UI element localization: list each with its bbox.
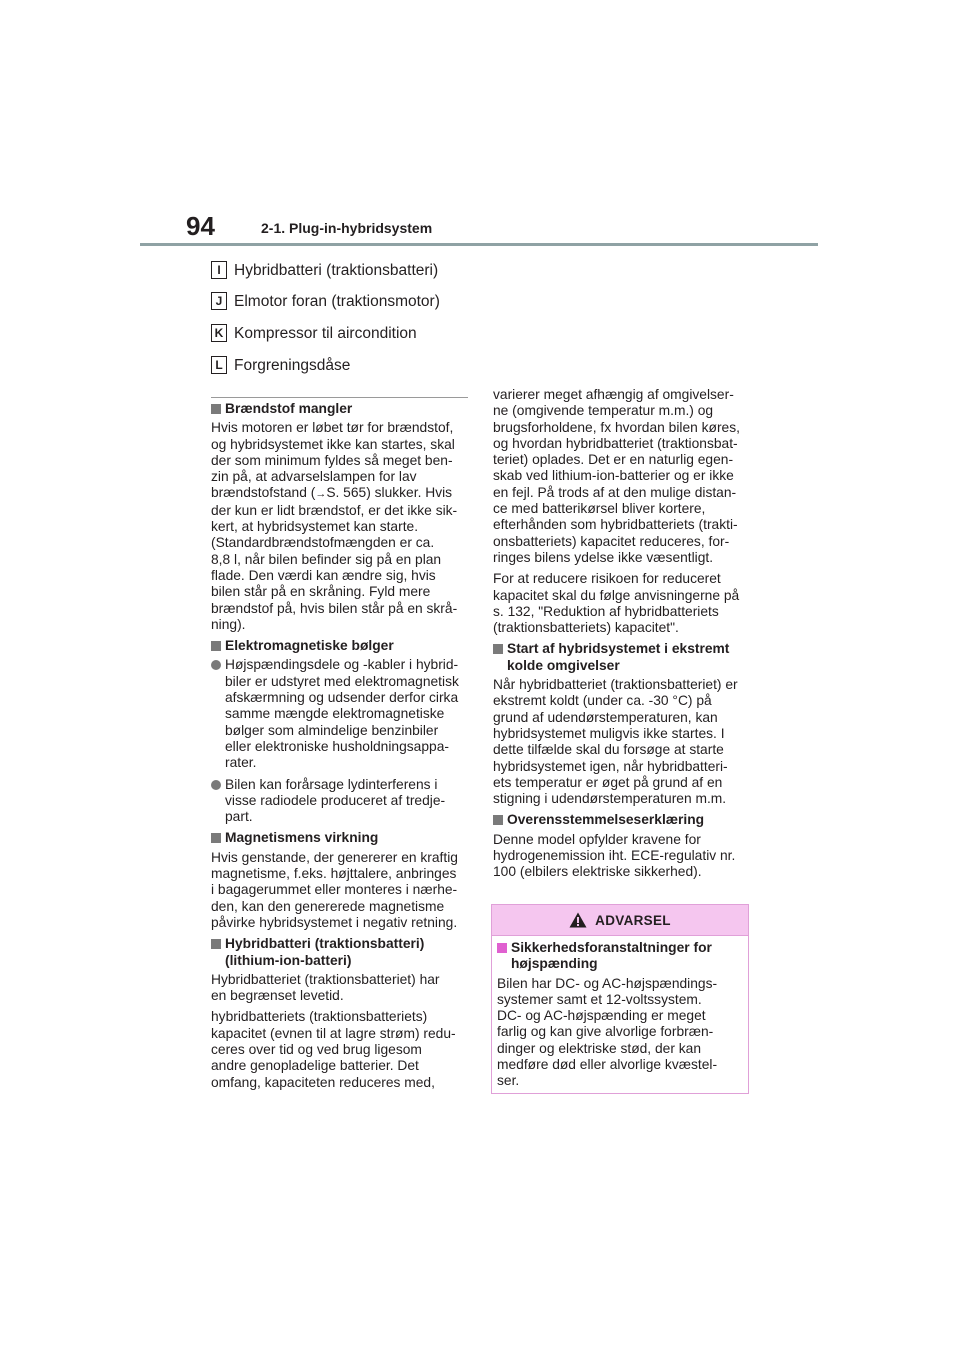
text-line: flade. Den værdi kan ændre sig, hvis: [211, 567, 436, 583]
text-line: teriet) oplades. Det er en naturlig egen-: [493, 452, 734, 468]
text-line: hydrogenemission iht. ECE-regulativ nr.: [493, 848, 736, 864]
legend-key: I: [211, 261, 227, 279]
warning-triangle-icon: [569, 912, 587, 928]
text-line: 100 (elbilers elektriske sikkerhed).: [493, 864, 702, 880]
text-line: hybridsystemet muligvis ikke startes. I: [493, 725, 725, 741]
paragraph-battery-capacity: [211, 1009, 469, 1090]
circle-bullet-icon: [211, 660, 221, 670]
legend-label: Elmotor foran (traktionsmotor): [234, 293, 440, 310]
left-column: [211, 401, 469, 1096]
paragraph-capacity-advice: [493, 571, 751, 636]
arrow-right-icon: →: [315, 488, 327, 501]
text-line: og hybridsystemet ikke kan startes, skal: [211, 436, 455, 452]
text-line: varierer meget afhængig af omgivelser-: [493, 387, 734, 402]
chapter-title: 2-1. Plug-in-hybridsystem: [261, 220, 433, 236]
text-line: og hvordan hybridbatteriet (traktionsbat-: [493, 435, 738, 451]
page-number: 94: [186, 211, 215, 241]
text-line: Når hybridbatteriet (traktionsbatteriet) er: [493, 677, 738, 693]
square-bullet-icon: [493, 815, 503, 825]
heading-text: Start af hybridsystemet i ekstremt: [507, 641, 730, 657]
text-line: Bilen kan forårsage lydinterferens i: [225, 776, 438, 792]
text-line: Hvis genstande, der genererer en kraftig: [211, 849, 458, 865]
section-heading-em-waves: [211, 638, 469, 654]
square-bullet-icon: [211, 833, 221, 843]
text-line: zin på, at advarselslampen for lav: [211, 469, 417, 485]
legend-item-l: [211, 356, 350, 376]
text-line: kapacitet (evnen til at lagre strøm) redu-: [211, 1025, 456, 1041]
text-line: den, kan den genererede magnetisme: [211, 898, 445, 914]
warning-box: [491, 904, 749, 1094]
text-line: efterhånden som hybridbatteriets (trakti-: [493, 517, 738, 533]
text-line: omfang, kapaciteten reduceres med,: [211, 1074, 435, 1090]
text-line: hybridbatteriets (traktionsbatteriets): [211, 1009, 428, 1025]
right-column: [493, 387, 751, 886]
text-line: ets temperatur er øget på grund af en: [493, 774, 723, 790]
heading-text: Elektromagnetiske bølger: [225, 638, 394, 654]
list-item: [211, 657, 469, 771]
warning-text: [497, 976, 743, 1090]
circle-bullet-icon: [211, 780, 221, 790]
text-line: dinger og elektriske stød, der kan: [497, 1040, 701, 1056]
text-line: bølger som almindelige benzinbiler: [225, 722, 439, 738]
text-line: farlig og kan give alvorlige forbræn-: [497, 1024, 714, 1040]
paragraph-fuel: [211, 420, 469, 633]
text-line: ne (omgivende temperatur m.m.) og: [493, 403, 714, 419]
text-line: rater.: [225, 755, 257, 771]
text-line: DC- og AC-højspænding er meget: [497, 1008, 706, 1024]
text-line: medføre død eller alvorlige kvæstel-: [497, 1057, 718, 1073]
text-line: part.: [225, 809, 253, 825]
text-line: kapacitet skal du følge anvisningerne på: [493, 587, 740, 603]
text-line: bilen står på en skråning. Fyld mere: [211, 584, 431, 600]
legend-item-j: [211, 292, 440, 312]
text-line: skab ved lithium-ion-batterier og er ikke: [493, 468, 734, 484]
text-line: kert, at hybridsystemet kan starte.: [211, 519, 419, 535]
square-bullet-icon: [211, 404, 221, 414]
warning-heading: [497, 940, 743, 973]
legend-item-k: [211, 324, 417, 344]
heading-text: Hybridbatteri (traktionsbatteri): [225, 936, 425, 952]
legend-key: L: [211, 356, 227, 374]
text-line: samme mængde elektromagnetiske: [225, 706, 445, 722]
heading-text: (lithium-ion-batteri): [225, 952, 352, 968]
warning-header: [492, 905, 748, 936]
legend-key: K: [211, 324, 227, 342]
text-line: ringes bilens ydelse ikke væsentligt.: [493, 549, 714, 565]
text-line: en fejl. På trods af at den mulige distan-: [493, 484, 737, 500]
text-line: andre genopladelige batterier. Det: [211, 1058, 419, 1074]
heading-text: Magnetismens virkning: [225, 830, 379, 846]
square-bullet-icon: [211, 641, 221, 651]
text-line: For at reducere risikoen for reduceret: [493, 571, 721, 587]
text-line: i bagagerummet eller monteres i nærhe-: [211, 882, 458, 898]
page-reference-link[interactable]: S. 565) slukker. Hvis: [326, 485, 453, 501]
square-bullet-icon: [211, 939, 221, 949]
header-rule: [140, 243, 818, 246]
text-line: Hvis motoren er løbet tør for brændstof,: [211, 420, 454, 436]
section-heading-fuel: [211, 401, 469, 417]
text-line: en begrænset levetid.: [211, 988, 344, 1004]
text-line: dette tilfælde skal du forsøge at starte: [493, 742, 724, 758]
text-line: magnetisme, f.eks. højttalere, anbringes: [211, 866, 457, 882]
section-heading-hybrid-battery: [211, 936, 469, 969]
text-line: (traktionsbatteriets) kapacitet".: [493, 620, 679, 636]
text-line: Hybridbatteriet (traktionsbatteriet) har: [211, 971, 440, 987]
text-line: ekstremt koldt (under ca. -30 °C) på: [493, 693, 712, 709]
text-line: hybridsystemet igen, når hybridbatteri-: [493, 758, 728, 774]
section-heading-cold-start: [493, 641, 751, 674]
text-line: Bilen har DC- og AC-højspændings-: [497, 975, 718, 991]
text-line: ning).: [211, 616, 246, 632]
square-bullet-icon: [497, 943, 507, 953]
section-heading-magnetism: [211, 830, 469, 846]
text-line: Højspændingsdele og -kabler i hybrid-: [225, 657, 459, 673]
list-item: [211, 777, 469, 826]
text-line: visse radiodele produceret af tredje-: [225, 792, 446, 808]
legend-label: Hybridbatteri (traktionsbatteri): [234, 262, 439, 279]
text-line: 8,8 l, når bilen befinder sig på en plan: [211, 551, 442, 567]
text-line: stigning i udendørstemperaturen m.m.: [493, 791, 727, 807]
text-line: systemer samt et 12-voltssystem.: [497, 991, 702, 1007]
paragraph-magnetism: [211, 850, 469, 931]
text-line: brændstof på, hvis bilen står på en skrå-: [211, 600, 458, 616]
text-line: biler er udstyret med elektromagnetisk: [225, 673, 459, 689]
warning-body: [492, 936, 748, 1090]
heading-text: Overensstemmelseserklæring: [507, 812, 705, 828]
text-line: (Standardbrændstofmængden er ca.: [211, 535, 435, 551]
heading-text: kolde omgivelser: [507, 657, 620, 673]
paragraph-continuation: [493, 387, 751, 566]
text-line: ceres over tid og ved brug ligesom: [211, 1041, 422, 1057]
heading-text: Sikkerhedsforanstaltninger for: [511, 940, 712, 955]
paragraph-cold-start: [493, 677, 751, 807]
heading-text: højspænding: [511, 956, 598, 972]
text-line: afskærmning og udsender derfor cirka: [225, 690, 459, 706]
square-bullet-icon: [493, 644, 503, 654]
text-line: påvirke hybridsystemet i negativ retning.: [211, 914, 458, 930]
legend-item-i: [211, 261, 438, 281]
section-heading-conformity: [493, 812, 751, 828]
text-line: grund af udendørstemperaturen, kan: [493, 709, 718, 725]
legend-key: J: [211, 292, 227, 310]
text-line: Denne model opfylder kravene for: [493, 831, 701, 847]
section-divider: [211, 397, 468, 398]
text-line: ser.: [497, 1073, 520, 1089]
legend-label: Kompressor til aircondition: [234, 325, 417, 342]
text-line-ref: [211, 485, 469, 502]
legend-label: Forgreningsdåse: [234, 357, 351, 374]
text-line: ce med batterikørsel bliver kortere,: [493, 501, 706, 517]
text-fragment: brændstofstand (: [211, 485, 316, 501]
text-line: onsbatteriets) kapacitet reduceres, for-: [493, 533, 730, 549]
heading-text: Brændstof mangler: [225, 401, 353, 416]
text-line: brugsforholdene, fx hvordan bilen køres,: [493, 419, 740, 435]
text-line: eller elektroniske husholdningsappa-: [225, 738, 449, 754]
paragraph-battery-life: [211, 972, 469, 1005]
text-line: der som minimum fyldes så meget ben-: [211, 452, 453, 468]
paragraph-conformity: [493, 832, 751, 881]
warning-label: ADVARSEL: [595, 912, 671, 928]
text-line: s. 132, "Reduktion af hybridbatteriets: [493, 603, 719, 619]
text-line: der kun er lidt brændstof, er det ikke sik-: [211, 502, 458, 518]
